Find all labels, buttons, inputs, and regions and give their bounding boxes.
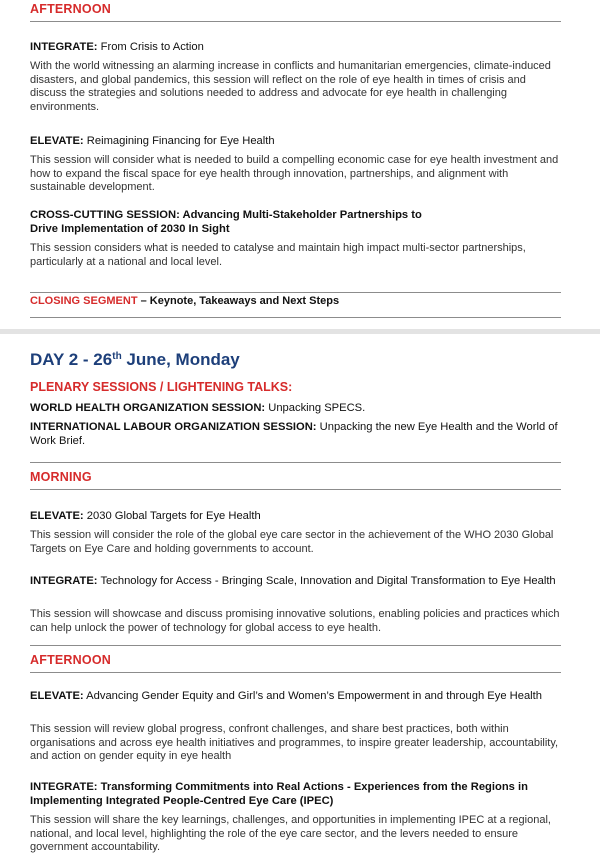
session-title bbox=[30, 40, 561, 54]
session-title bbox=[30, 780, 561, 808]
day-title-sup: th bbox=[112, 351, 122, 362]
section-divider bbox=[0, 329, 600, 334]
session-name: Technology for Access - Bringing Scale, Innovation and Digital Transformation to Eye Health bbox=[97, 575, 556, 587]
day-title-suffix: June, Monday bbox=[121, 350, 240, 369]
plenary-text: Unpacking SPECS. bbox=[265, 402, 366, 414]
plenary-item bbox=[30, 401, 561, 415]
plenary-label: INTERNATIONAL LABOUR ORGANIZATION SESSION: bbox=[30, 421, 317, 433]
closing-segment bbox=[30, 292, 561, 318]
session-label: INTEGRATE: bbox=[30, 575, 98, 587]
session-title bbox=[30, 574, 561, 588]
session-description: This session will consider what is needed to build a compelling economic case for eye health investment and how to expand the fiscal space for eye health through innovation, partnerships, and alignment with sustainable development. bbox=[30, 154, 559, 194]
session-label: INTEGRATE: bbox=[30, 41, 98, 53]
session-label: CROSS-CUTTING SESSION: bbox=[30, 209, 180, 221]
afternoon-heading: AFTERNOON bbox=[30, 653, 561, 673]
closing-text: – Keynote, Takeaways and Next Steps bbox=[137, 295, 340, 307]
session-label: ELEVATE: bbox=[30, 135, 84, 147]
session-title bbox=[30, 134, 561, 148]
session-label: INTEGRATE: bbox=[30, 781, 98, 793]
session-title bbox=[30, 208, 450, 236]
plenary-text: Unpacking the new Eye Health and the World of Work Brief. bbox=[30, 421, 558, 447]
session-description: This session will consider the role of the global eye care sector in the achievement of the WHO 2030 Global Targets on Eye Care and holding governments to account. bbox=[30, 529, 554, 555]
session-name: 2030 Global Targets for Eye Health bbox=[83, 510, 261, 522]
closing-label: CLOSING SEGMENT bbox=[30, 295, 138, 307]
morning-heading: MORNING bbox=[30, 470, 561, 490]
session-title bbox=[30, 689, 561, 703]
afternoon-top-rule bbox=[30, 645, 561, 646]
session-name: Advancing Gender Equity and Girl’s and Women’s Empowerment in and through Eye Health bbox=[83, 690, 542, 702]
plenary-label: WORLD HEALTH ORGANIZATION SESSION: bbox=[30, 402, 266, 414]
session-description: With the world witnessing an alarming increase in conflicts and humanitarian emergencies, climate-induced disasters, and global pandemics, this session will reflect on the role of eye health in times of crisis and discuss the strategies and solutions needed to address and advocate for eye health in challenging environments. bbox=[30, 60, 551, 113]
afternoon-heading: AFTERNOON bbox=[30, 2, 561, 22]
session-description: This session considers what is needed to catalyse and maintain high impact multi-sector partnerships, particularly at a national and local level. bbox=[30, 242, 526, 268]
morning-top-rule bbox=[30, 462, 561, 463]
day-title bbox=[30, 350, 240, 370]
session-label: ELEVATE: bbox=[30, 690, 84, 702]
plenary-heading: PLENARY SESSIONS / LIGHTENING TALKS: bbox=[30, 380, 293, 394]
session-description: This session will share the key learnings, challenges, and opportunities in implementing IPEC at a regional, national, and local level, highlighting the role of the eye care sector, and the levers needed to ensure government accountability. bbox=[30, 814, 551, 854]
day-title-prefix: DAY 2 - 26 bbox=[30, 350, 113, 369]
session-label: ELEVATE: bbox=[30, 510, 84, 522]
session-description: This session will showcase and discuss promising innovative solutions, enabling policies and practices which can help unlock the power of technology for global access to eye health. bbox=[30, 608, 560, 634]
session-name: From Crisis to Action bbox=[97, 41, 204, 53]
plenary-item bbox=[30, 420, 561, 448]
session-name: Transforming Commitments into Real Actions - Experiences from the Regions in Implementing Integrated People-Centred Eye Care (IPEC) bbox=[30, 781, 528, 807]
session-name: Reimagining Financing for Eye Health bbox=[83, 135, 275, 147]
session-name: Advancing Multi-Stakeholder Partnerships to Drive Implementation of 2030 In Sight bbox=[30, 209, 422, 235]
session-description: This session will review global progress, confront challenges, and share best practices, both within organisations and across eye health initiatives and programmes, to inspire greater leadership, accountability, and action on gender equity in eye health bbox=[30, 723, 559, 763]
session-title bbox=[30, 509, 561, 523]
